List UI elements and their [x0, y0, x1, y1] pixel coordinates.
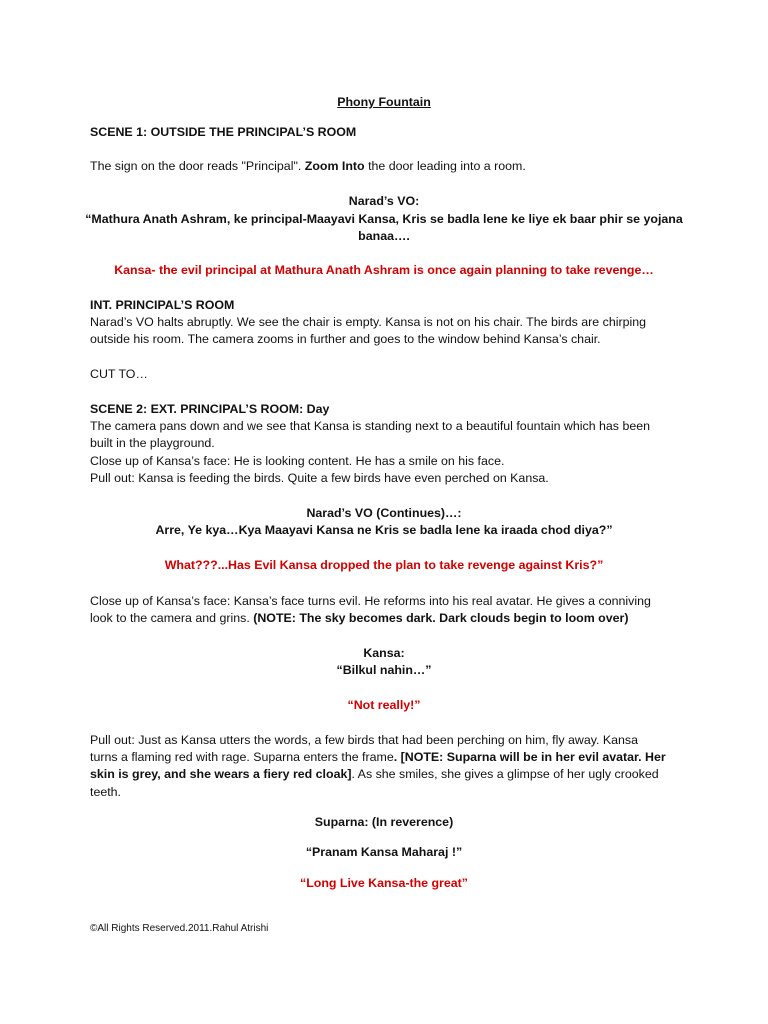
cut-to: CUT TO… — [90, 367, 148, 381]
narad-vo-line: “Mathura Anath Ashram, ke principal-Maayavi Kansa, Kris se badla lene ke liye ek baar phir se yojana — [85, 212, 683, 226]
scene2-heading: SCENE 2: EXT. PRINCIPAL’S ROOM: Day — [90, 402, 330, 416]
translation-line: “Long Live Kansa-the great” — [300, 876, 468, 890]
narad-vo-line: banaa…. — [358, 229, 410, 243]
suparna-label: Suparna: (In reverence) — [314, 815, 454, 829]
paragraph-line: Narad’s VO halts abruptly. We see the chair is empty. Kansa is not on his chair. The birds are chirping — [90, 315, 647, 329]
paragraph-line: Pull out: Kansa is feeding the birds. Quite a few birds have even perched on Kansa. — [90, 471, 549, 485]
paragraph-line: built in the playground. — [90, 436, 215, 450]
paragraph-line: Pull out: Just as Kansa utters the words, a few birds that had been perching on him, fly away. Kansa — [90, 733, 639, 747]
scene1-heading: SCENE 1: OUTSIDE THE PRINCIPAL’S ROOM — [90, 125, 357, 139]
paragraph-line: The camera pans down and we see that Kansa is standing next to a beautiful fountain which has been — [90, 419, 651, 433]
paragraph-line: Close up of Kansa’s face: He is looking content. He has a smile on his face. — [90, 454, 505, 468]
paragraph-line: teeth. — [90, 785, 122, 799]
narad-vo2-line: Arre, Ye kya…Kya Maayavi Kansa ne Kris se badla lene ka iraada chod diya?” — [155, 523, 613, 537]
copyright-footer: ©All Rights Reserved.2011.Rahul Atrishi — [90, 923, 269, 934]
paragraph-line: outside his room. The camera zooms in further and goes to the window behind Kansa’s chair. — [90, 332, 601, 346]
translation-line: What???...Has Evil Kansa dropped the plan to take revenge against Kris?” — [164, 558, 604, 572]
int-heading: INT. PRINCIPAL’S ROOM — [90, 298, 235, 312]
suparna-line: “Pranam Kansa Maharaj !” — [305, 845, 463, 859]
document-title: Phony Fountain — [337, 95, 431, 109]
paragraph-line: skin is grey, and she wears a fiery red cloak]. As she smiles, she gives a glimpse of her ugly crooked — [90, 767, 659, 781]
sign-line: The sign on the door reads "Principal". Zoom Into the door leading into a room. — [90, 159, 526, 173]
translation-line: “Not really!” — [347, 698, 421, 712]
narad-vo-label: Narad’s VO: — [348, 194, 420, 208]
kansa-label: Kansa: — [363, 646, 405, 660]
kansa-line: “Bilkul nahin…” — [336, 663, 432, 677]
paragraph-line: Close up of Kansa’s face: Kansa’s face turns evil. He reforms into his real avatar. He gives a conniving — [90, 594, 651, 608]
translation-line: Kansa- the evil principal at Mathura Anath Ashram is once again planning to take revenge… — [114, 263, 654, 277]
paragraph-line: turns a flaming red with rage. Suparna enters the frame. [NOTE: Suparna will be in her evil avatar. Her — [90, 750, 666, 764]
paragraph-line: look to the camera and grins. (NOTE: The sky becomes dark. Dark clouds begin to loom over) — [90, 611, 629, 625]
narad-vo2-label: Narad’s VO (Continues)…: — [306, 506, 462, 520]
